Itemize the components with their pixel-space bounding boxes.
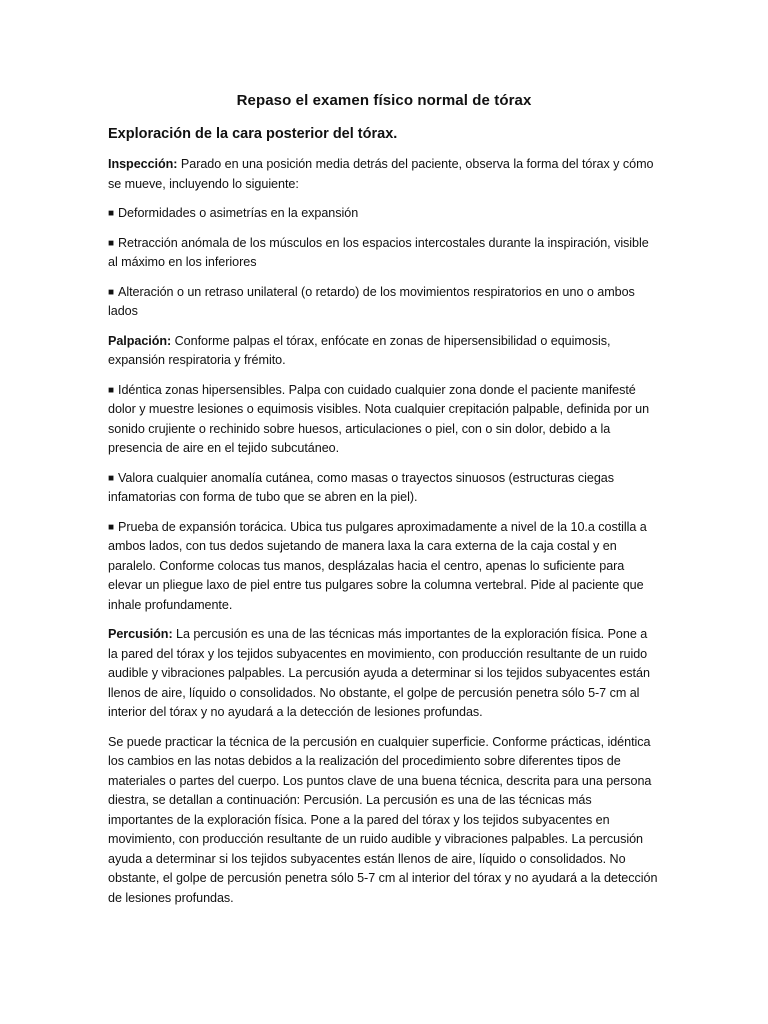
bullet-square-icon: ■: [108, 521, 114, 533]
bullet-text: Deformidades o asimetrías en la expansión: [118, 206, 359, 220]
bullet-square-icon: ■: [108, 472, 114, 484]
document-title: Repaso el examen físico normal de tórax: [236, 92, 532, 109]
palpacion-bullet-3: [108, 518, 660, 616]
bullet-text: Prueba de expansión torácica. Ubica tus pulgares aproximadamente a nivel de la 10.a costilla a ambos lados, con tus dedos sujetando de manera laxa la cara externa de la caja costal y en paralelo. Conforme colocas tus manos, desplázalas hacia el centro, apenas lo suficiente para elevar un pliegue laxo de piel entre tus pulgares sobre la columna vertebral. Pide al paciente que inhale profundamente.: [108, 519, 647, 612]
inspeccion-bullet-2: [108, 234, 660, 273]
bullet-text: Idéntica zonas hipersensibles. Palpa con cuidado cualquier zona donde el paciente manifesté dolor y muestre lesiones o equimosis visibles. Nota cualquier crepitación palpable, definida por un sonido crujiente o rechinido sobre huesos, articulaciones o piel, con o sin dolor, debido a la presencia de aire en el tejido subcutáneo.: [108, 382, 650, 455]
bullet-text: Valora cualquier anomalía cutánea, como masas o trayectos sinuosos (estructuras ciegas infamatorias con forma de tubo que se abren en la piel).: [108, 470, 614, 504]
palpacion-bullet-2: [108, 469, 660, 508]
inspeccion-paragraph: [108, 155, 660, 194]
percusion-paragraph: [108, 625, 660, 723]
bullet-square-icon: ■: [108, 237, 114, 249]
bullet-square-icon: ■: [108, 208, 114, 219]
bullet-square-icon: ■: [108, 384, 114, 396]
inspeccion-bullet-3: [108, 283, 660, 322]
bullet-text: Alteración o un retraso unilateral (o retardo) de los movimientos respiratorios en uno o ambos lados: [108, 284, 635, 318]
palpacion-paragraph: [108, 332, 660, 371]
palpacion-bullet-1: [108, 381, 660, 459]
inspeccion-bullet-1: [108, 204, 660, 224]
percusion-text: La percusión es una de las técnicas más importantes de la exploración física. Pone a la pared del tórax y los tejidos subyacentes en movimiento, con producción resultante de un ruido audible y vibraciones palpables. La percusión ayuda a determinar si los tejidos subyacentes están llenos de aire, líquido o consolidados. No obstante, el golpe de percusión penetra sólo 5-7 cm al interior del tórax y no ayudará a la detección de lesiones profundas.: [108, 627, 650, 719]
bullet-text: Retracción anómala de los músculos en los espacios intercostales durante la inspiración, visible al máximo en los inferiores: [108, 235, 649, 269]
palpacion-term: Palpación:: [108, 333, 172, 348]
inspeccion-term: Inspección:: [108, 157, 178, 171]
percusion-term: Percusión:: [108, 627, 173, 641]
inspeccion-text: Parado en una posición media detrás del paciente, observa la forma del tórax y cómo se mueve, incluyendo lo siguiente:: [108, 157, 654, 191]
bullet-square-icon: ■: [108, 286, 114, 298]
closing-paragraph: Se puede practicar la técnica de la percusión en cualquier superficie. Conforme prácticas, idéntica los cambios en las notas debidos a la realización del procedimiento sobre diferentes tipos de materiales o partes del cuerpo. Los puntos clave de una buena técnica, descrita para una persona diestra, se detallan a continuación: Percusión. La percusión es una de las técnicas más importantes de la exploración física. Pone a la pared del tórax y los tejidos subyacentes en movimiento, con producción resultante de un ruido audible y vibraciones palpables. La percusión ayuda a determinar si los tejidos subyacentes están llenos de aire, líquido o consolidados. No obstante, el golpe de percusión penetra sólo 5-7 cm al interior del tórax y no ayudará a la detección de lesiones profundas.: [108, 734, 658, 905]
palpacion-text: Conforme palpas el tórax, enfócate en zonas de hipersensibilidad o equimosis, expansión respiratoria y frémito.: [108, 333, 611, 367]
section-heading: Exploración de la cara posterior del tórax.: [108, 126, 398, 142]
